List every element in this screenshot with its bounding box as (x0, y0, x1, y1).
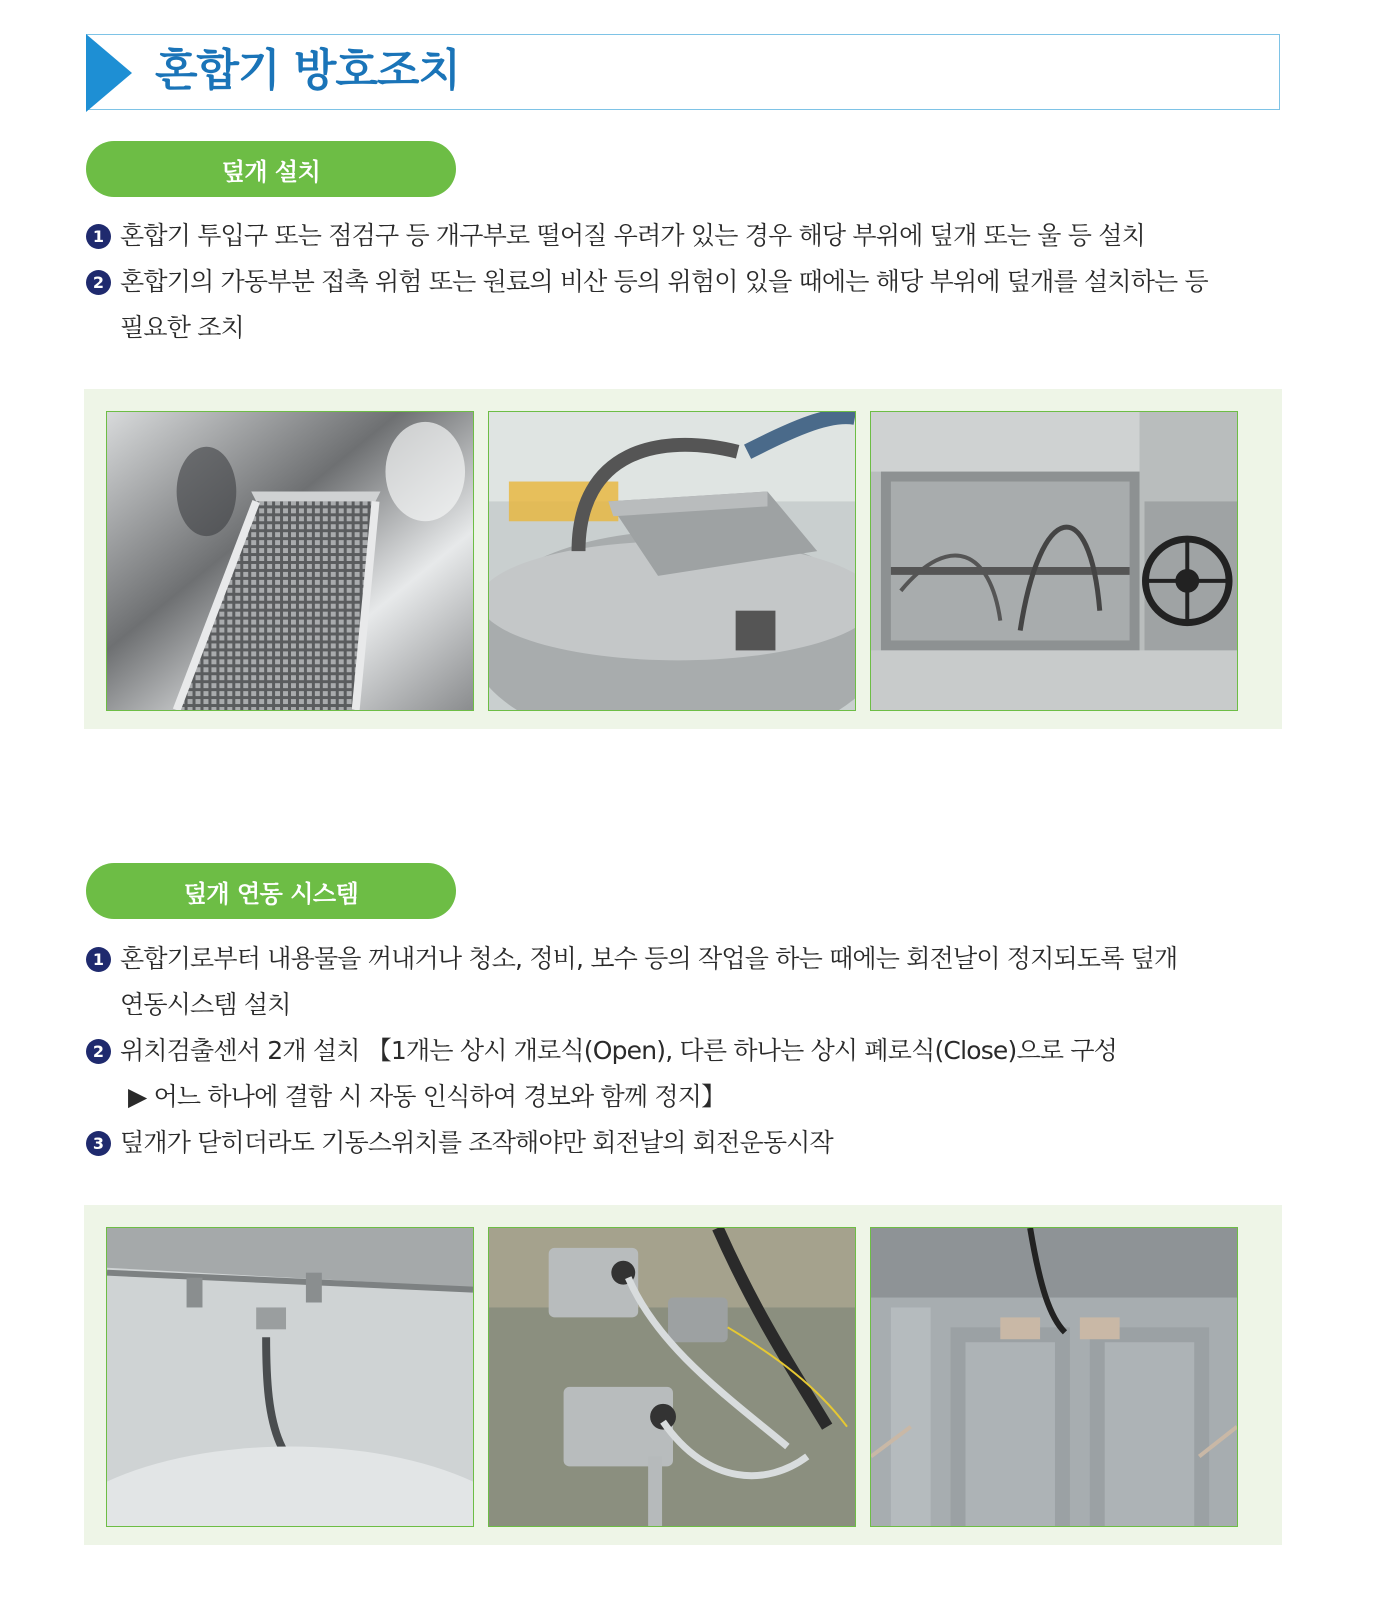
section1-item-list (86, 213, 1286, 351)
item-text: 위치검출센서 2개 설치 【1개는 상시 개로식(Open), 다른 하나는 상시 폐로식(Close)으로 구성 (120, 1036, 1118, 1065)
mixer-lid-with-hose-photo (488, 411, 856, 711)
list-item (86, 1028, 1286, 1120)
number-badge: 2 (86, 270, 111, 295)
number-badge: 2 (86, 1039, 111, 1064)
title-arrow-icon (86, 34, 132, 112)
section-pill-cover-install: 덮개 설치 (86, 141, 456, 197)
number-badge: 1 (86, 224, 111, 249)
page-title: 혼합기 방호조치 (155, 45, 460, 96)
item-text: 혼합기의 가동부분 접촉 위험 또는 원료의 비산 등의 위험이 있을 때에는 해당 부위에 덮개를 설치하는 등 (120, 267, 1208, 296)
item-text-continued: ▶ 어느 하나에 결함 시 자동 인식하여 경보와 함께 정지】 (128, 1082, 726, 1111)
number-badge: 1 (86, 947, 111, 972)
section2-item-list (86, 936, 1286, 1166)
item-text: 혼합기로부터 내용물을 꺼내거나 청소, 정비, 보수 등의 작업을 하는 때에는 회전날이 정지되도록 덮개 (120, 944, 1178, 973)
interlock-sensor-frame-photo (870, 1227, 1238, 1527)
item-text-continued: 필요한 조치 (120, 313, 244, 342)
item-text: 혼합기 투입구 또는 점검구 등 개구부로 떨어질 우려가 있는 경우 해당 부위에 덮개 또는 울 등 설치 (120, 221, 1146, 250)
lid-sensor-cable-photo (106, 1227, 474, 1527)
list-item (86, 259, 1286, 351)
item-text-continued: 연동시스템 설치 (120, 990, 291, 1019)
limit-switch-sensors-photo (488, 1227, 856, 1527)
ribbon-mixer-with-handwheel-photo (870, 411, 1238, 711)
section-pill-cover-interlock: 덮개 연동 시스템 (86, 863, 456, 919)
mixer-interior-mesh-photo (106, 411, 474, 711)
photo-panel-1 (84, 389, 1282, 729)
list-item (86, 213, 1286, 259)
item-text: 덮개가 닫히더라도 기동스위치를 조작해야만 회전날의 회전운동시작 (120, 1128, 833, 1157)
number-badge: 3 (86, 1131, 111, 1156)
list-item (86, 936, 1286, 1028)
photo-panel-2 (84, 1205, 1282, 1545)
list-item (86, 1120, 1286, 1166)
